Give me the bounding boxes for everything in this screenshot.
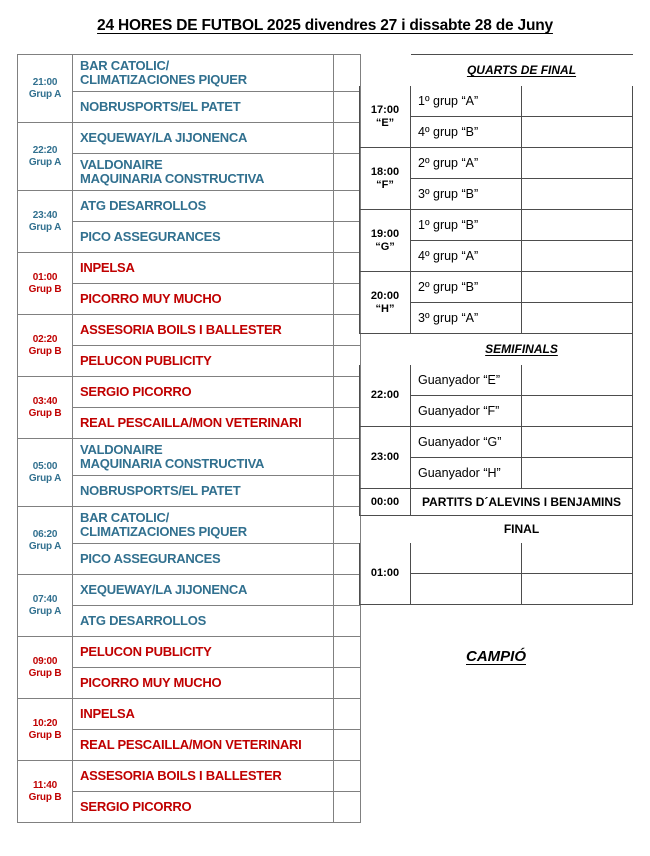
match-code: “G” [375,240,395,253]
group-label: Grup B [28,283,62,295]
group-label: Grup A [28,605,62,617]
home-team-line2: CLIMATIZACIONES PIQUER [80,524,247,539]
away-team-10: REAL PESCAILLA/MON VETERINARI [73,730,334,761]
home-score-5[interactable] [334,377,361,408]
away-team-4: PELUCON PUBLICITY [73,346,334,377]
home-score-7[interactable] [334,507,361,544]
time-value: 05:00 [32,460,58,472]
time-value: 11:40 [32,779,58,791]
quarter-time-2 [360,210,411,272]
quarter-away-3: 3º grup “A” [411,303,522,334]
final-heading: FINAL [411,516,633,543]
quarter-away-score-1[interactable] [522,179,633,210]
match-time-7 [18,507,73,575]
table-row [18,699,361,730]
table-row [18,191,361,222]
page-title: 24 HORES DE FUTBOL 2025 divendres 27 i dissabte 28 de Juny [97,17,553,34]
home-score-11[interactable] [334,761,361,792]
final-home-score[interactable] [522,543,633,574]
table-row [360,148,633,179]
time-value: 23:40 [32,209,58,221]
quarter-away-1: 3º grup “B” [411,179,522,210]
table-row [18,575,361,606]
semifinal-home-score-0[interactable] [522,365,633,396]
home-score-3[interactable] [334,253,361,284]
semifinal-home-1: Guanyador “G” [411,427,522,458]
match-time-9 [18,637,73,699]
time-value: 07:40 [32,593,58,605]
match-code: “E” [375,116,395,129]
table-row [360,272,633,303]
time-value: 21:00 [32,76,58,88]
away-score-9[interactable] [334,668,361,699]
time-value: 19:00 [370,227,400,240]
table-row [360,427,633,458]
table-row [18,55,361,92]
table-row [360,334,633,365]
home-team-11: ASSESORIA BOILS I BALLESTER [73,761,334,792]
time-value: 02:20 [32,333,58,345]
table-row [18,439,361,476]
home-team-1: XEQUEWAY/LA JIJONENCA [73,123,334,154]
final-away-score[interactable] [522,574,633,605]
home-score-6[interactable] [334,439,361,476]
quarter-away-score-3[interactable] [522,303,633,334]
table-row [360,210,633,241]
home-team-line1: BAR CATOLIC/ [80,509,169,525]
home-score-9[interactable] [334,637,361,668]
group-label: Grup A [28,156,62,168]
semifinal-time-1: 23:00 [360,427,411,489]
away-team-7: PICO ASSEGURANCES [73,544,334,575]
final-home [411,543,522,574]
group-label: Grup B [28,667,62,679]
away-score-7[interactable] [334,544,361,575]
away-score-5[interactable] [334,408,361,439]
time-value: 09:00 [32,655,58,667]
away-team-0: NOBRUSPORTS/EL PATET [73,92,334,123]
semifinals-heading: SEMIFINALS [411,334,633,365]
match-time-6 [18,439,73,507]
quarters-heading-spacer [360,55,411,86]
table-row [360,365,633,396]
quarter-time-3 [360,272,411,334]
away-score-1[interactable] [334,154,361,191]
away-team-line2: MAQUINARIA CONSTRUCTIVA [80,171,265,186]
group-label: Grup B [28,791,62,803]
away-team-5: REAL PESCAILLA/MON VETERINARI [73,408,334,439]
match-code: “F” [376,178,394,191]
time-value: 17:00 [370,103,400,116]
table-row [360,55,633,86]
time-value: 06:20 [32,528,58,540]
match-time-10 [18,699,73,761]
home-score-8[interactable] [334,575,361,606]
away-score-0[interactable] [334,92,361,123]
home-team-6 [73,439,334,476]
away-score-11[interactable] [334,792,361,823]
quarter-home-score-2[interactable] [522,210,633,241]
knockout-table [359,54,633,605]
youth-matches-time: 00:00 [360,489,411,516]
home-team-line1: VALDONAIRE [80,441,163,457]
away-score-10[interactable] [334,730,361,761]
quarter-away-score-2[interactable] [522,241,633,272]
away-score-4[interactable] [334,346,361,377]
away-team-2: PICO ASSEGURANCES [73,222,334,253]
time-value: 10:20 [32,717,58,729]
quarter-away-score-0[interactable] [522,117,633,148]
table-row [360,489,633,516]
semifinal-home-score-1[interactable] [522,427,633,458]
table-row [360,86,633,117]
away-score-8[interactable] [334,606,361,637]
home-score-10[interactable] [334,699,361,730]
match-code: “H” [375,302,395,315]
quarter-away-0: 4º grup “B” [411,117,522,148]
away-team-8: ATG DESARROLLOS [73,606,334,637]
quarter-time-1 [360,148,411,210]
match-time-4 [18,315,73,377]
time-value: 20:00 [370,289,400,302]
youth-matches-label: PARTITS D´ALEVINS I BENJAMINS [411,489,633,516]
home-score-2[interactable] [334,191,361,222]
table-row [18,315,361,346]
away-score-2[interactable] [334,222,361,253]
group-label: Grup A [28,88,62,100]
match-time-2 [18,191,73,253]
home-score-4[interactable] [334,315,361,346]
group-label: Grup A [28,472,62,484]
quarter-home-2: 1º grup “B” [411,210,522,241]
quarters-heading: QUARTS DE FINAL [411,55,633,86]
match-time-11 [18,761,73,823]
table-row [18,637,361,668]
quarter-home-score-0[interactable] [522,86,633,117]
final-away [411,574,522,605]
quarter-away-2: 4º grup “A” [411,241,522,272]
table-row [18,123,361,154]
away-team-9: PICORRO MUY MUCHO [73,668,334,699]
table-row [360,543,633,574]
group-label: Grup B [28,345,62,357]
home-score-1[interactable] [334,123,361,154]
time-value: 03:40 [32,395,58,407]
away-team-6: NOBRUSPORTS/EL PATET [73,476,334,507]
final-heading-spacer [360,516,411,543]
group-label: Grup B [28,729,62,741]
group-label: Grup A [28,221,62,233]
semifinal-time-0: 22:00 [360,365,411,427]
match-time-1 [18,123,73,191]
table-row [18,507,361,544]
quarter-time-0 [360,86,411,148]
home-team-line2: MAQUINARIA CONSTRUCTIVA [80,456,265,471]
match-time-5 [18,377,73,439]
time-value: 18:00 [370,165,400,178]
away-team-3: PICORRO MUY MUCHO [73,284,334,315]
time-value: 22:20 [32,144,58,156]
quarter-home-3: 2º grup “B” [411,272,522,303]
quarter-home-0: 1º grup “A” [411,86,522,117]
group-label: Grup A [28,540,62,552]
away-score-6[interactable] [334,476,361,507]
home-team-4: ASSESORIA BOILS I BALLESTER [73,315,334,346]
match-time-3 [18,253,73,315]
final-time: 01:00 [360,543,411,605]
champion-label: CAMPIÓ [466,648,526,665]
quarter-home-1: 2º grup “A” [411,148,522,179]
semifinal-away-1: Guanyador “H” [411,458,522,489]
home-score-0[interactable] [334,55,361,92]
home-team-line1: BAR CATOLIC/ [80,57,169,73]
home-team-3: INPELSA [73,253,334,284]
away-team-11: SERGIO PICORRO [73,792,334,823]
match-time-8 [18,575,73,637]
group-stage-table [17,54,361,823]
table-row [18,377,361,408]
away-team-line1: VALDONAIRE [80,156,163,172]
away-team-1 [73,154,334,191]
semifinals-heading-spacer [360,334,411,365]
home-team-2: ATG DESARROLLOS [73,191,334,222]
away-score-3[interactable] [334,284,361,315]
group-label: Grup B [28,407,62,419]
home-team-0 [73,55,334,92]
home-team-10: INPELSA [73,699,334,730]
table-row [18,761,361,792]
semifinal-home-0: Guanyador “E” [411,365,522,396]
home-team-line2: CLIMATIZACIONES PIQUER [80,72,247,87]
quarter-home-score-1[interactable] [522,148,633,179]
home-team-9: PELUCON PUBLICITY [73,637,334,668]
semifinal-away-0: Guanyador “F” [411,396,522,427]
semifinal-away-score-0[interactable] [522,396,633,427]
home-team-7 [73,507,334,544]
table-row [18,253,361,284]
home-team-5: SERGIO PICORRO [73,377,334,408]
time-value: 01:00 [32,271,58,283]
match-time-0 [18,55,73,123]
table-row [360,516,633,543]
home-team-8: XEQUEWAY/LA JIJONENCA [73,575,334,606]
semifinal-away-score-1[interactable] [522,458,633,489]
quarter-home-score-3[interactable] [522,272,633,303]
